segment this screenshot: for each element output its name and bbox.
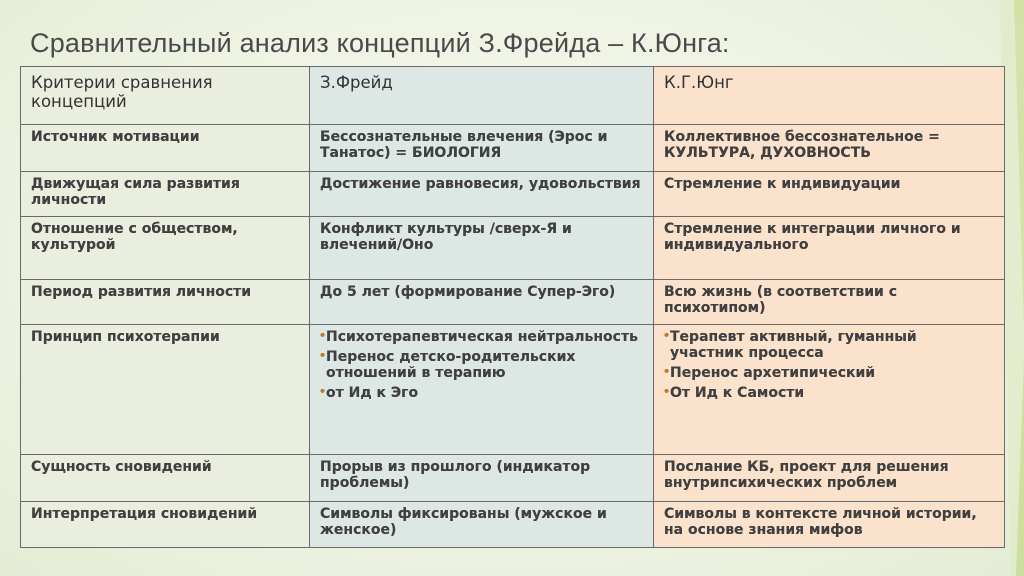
table-row (21, 125, 1005, 172)
list-item: • Перенос детско-родительских отношений в терапию (320, 349, 643, 381)
freud-cell: Прорыв из прошлого (индикатор проблемы) (310, 455, 654, 502)
freud-cell: Символы фиксированы (мужское и женское) (310, 502, 654, 548)
list-item: • Перенос архетипический (664, 365, 994, 381)
table-row (21, 502, 1005, 548)
table-row (21, 455, 1005, 502)
table-row (21, 217, 1005, 280)
criterion-cell: Источник мотивации (21, 125, 310, 172)
header-jung: К.Г.Юнг (654, 67, 1005, 125)
table-row (21, 280, 1005, 325)
jung-cell: Послание КБ, проект для решения внутрипсихических проблем (654, 455, 1005, 502)
jung-cell (654, 325, 1005, 455)
freud-cell (310, 325, 654, 455)
criterion-cell: Движущая сила развития личности (21, 172, 310, 217)
criterion-cell: Период развития личности (21, 280, 310, 325)
slide-title: Сравнительный анализ концепций З.Фрейда – К.Юнга: (30, 28, 730, 58)
header-freud: З.Фрейд (310, 67, 654, 125)
jung-cell: Всю жизнь (в соответствии с психотипом) (654, 280, 1005, 325)
jung-therapy-list (664, 329, 994, 401)
jung-cell: Символы в контексте личной истории, на основе знания мифов (654, 502, 1005, 548)
freud-cell: Бессознательные влечения (Эрос и Танатос) = БИОЛОГИЯ (310, 125, 654, 172)
header-criteria: Критерии сравнения концепций (21, 67, 310, 125)
table-row (21, 325, 1005, 455)
criterion-cell: Интерпретация сновидений (21, 502, 310, 548)
freud-cell: Конфликт культуры /сверх-Я и влечений/Оно (310, 217, 654, 280)
freud-cell: Достижение равновесия, удовольствия (310, 172, 654, 217)
list-item: • от Ид к Эго (320, 385, 643, 401)
table-header-row (21, 67, 1005, 125)
table-row (21, 172, 1005, 217)
criterion-cell: Отношение с обществом, культурой (21, 217, 310, 280)
jung-cell: Коллективное бессознательное = КУЛЬТУРА, ДУХОВНОСТЬ (654, 125, 1005, 172)
list-item: • Терапевт активный, гуманный участник процесса (664, 329, 994, 361)
jung-cell: Стремление к индивидуации (654, 172, 1005, 217)
jung-cell: Стремление к интеграции личного и индивидуального (654, 217, 1005, 280)
list-item: • От Ид к Самости (664, 385, 994, 401)
list-item: • Психотерапевтическая нейтральность (320, 329, 643, 345)
criterion-cell: Принцип психотерапии (21, 325, 310, 455)
comparison-table (20, 66, 1005, 548)
criterion-cell: Сущность сновидений (21, 455, 310, 502)
freud-therapy-list (320, 329, 643, 401)
freud-cell: До 5 лет (формирование Супер-Эго) (310, 280, 654, 325)
